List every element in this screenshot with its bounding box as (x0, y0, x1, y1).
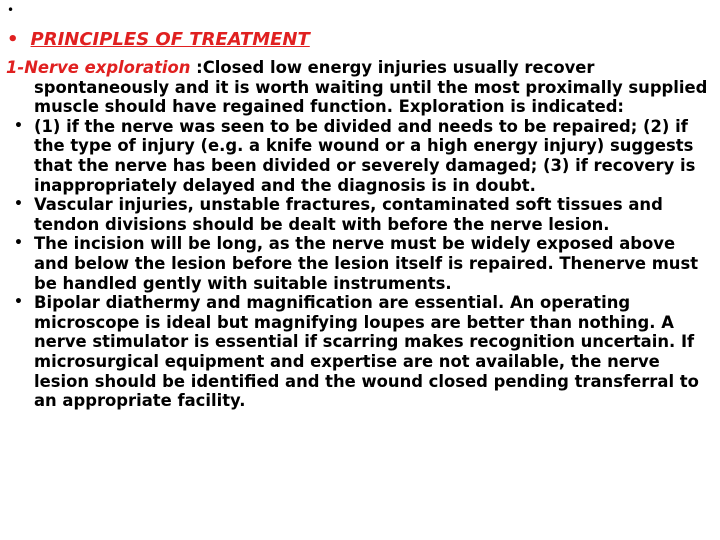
slide-body (6, 58, 708, 411)
bullet-text: Vascular injuries, unstable fractures, contaminated soft tissues and tendon divisions should be dealt with before the nerve lesion. (34, 195, 663, 234)
bullet-mark: • (14, 117, 23, 134)
bullet-item-3 (6, 234, 708, 293)
intro-lead: 1-Nerve exploration (6, 58, 191, 77)
bullet-item-4 (6, 293, 708, 411)
slide-heading (7, 28, 310, 52)
bullet-text: Bipolar diathermy and magnification are essential. An operating microscope is ideal but magnifying loupes are better than nothing. A nerve stimulator is essential if scarring makes recognition uncertain. If microsurgical equipment and expertise are not available, the nerve lesion should be identified and the wound closed pending transferral to an appropriate facility. (34, 293, 699, 411)
heading-text: PRINCIPLES OF TREATMENT (30, 29, 310, 50)
bullet-text: The incision will be long, as the nerve must be widely exposed above and below the lesion before the lesion itself is repaired. Thenerve must be handled gently with suitable instruments. (34, 234, 699, 293)
bullet-mark: • (14, 294, 23, 311)
bullet-item-2 (6, 195, 708, 234)
bullet-mark: • (14, 196, 23, 213)
bullet-item-1 (6, 117, 708, 195)
intro-paragraph (6, 58, 708, 117)
intro-text: :Closed low energy injuries usually recover spontaneously and it is worth waiting until the most proximally supplied muscle should have regained function. Exploration is indicated: (34, 58, 708, 117)
empty-bullet: • (7, 3, 15, 17)
heading-bullet: • (7, 29, 19, 50)
bullet-text: (1) if the nerve was seen to be divided and needs to be repaired; (2) if the type of injury (e.g. a knife wound or a high energy injury) suggests that the nerve has been divided or severely damaged; (3) if recovery is inappropriately delayed and the diagnosis is in doubt. (34, 116, 696, 195)
bullet-mark: • (14, 235, 23, 252)
